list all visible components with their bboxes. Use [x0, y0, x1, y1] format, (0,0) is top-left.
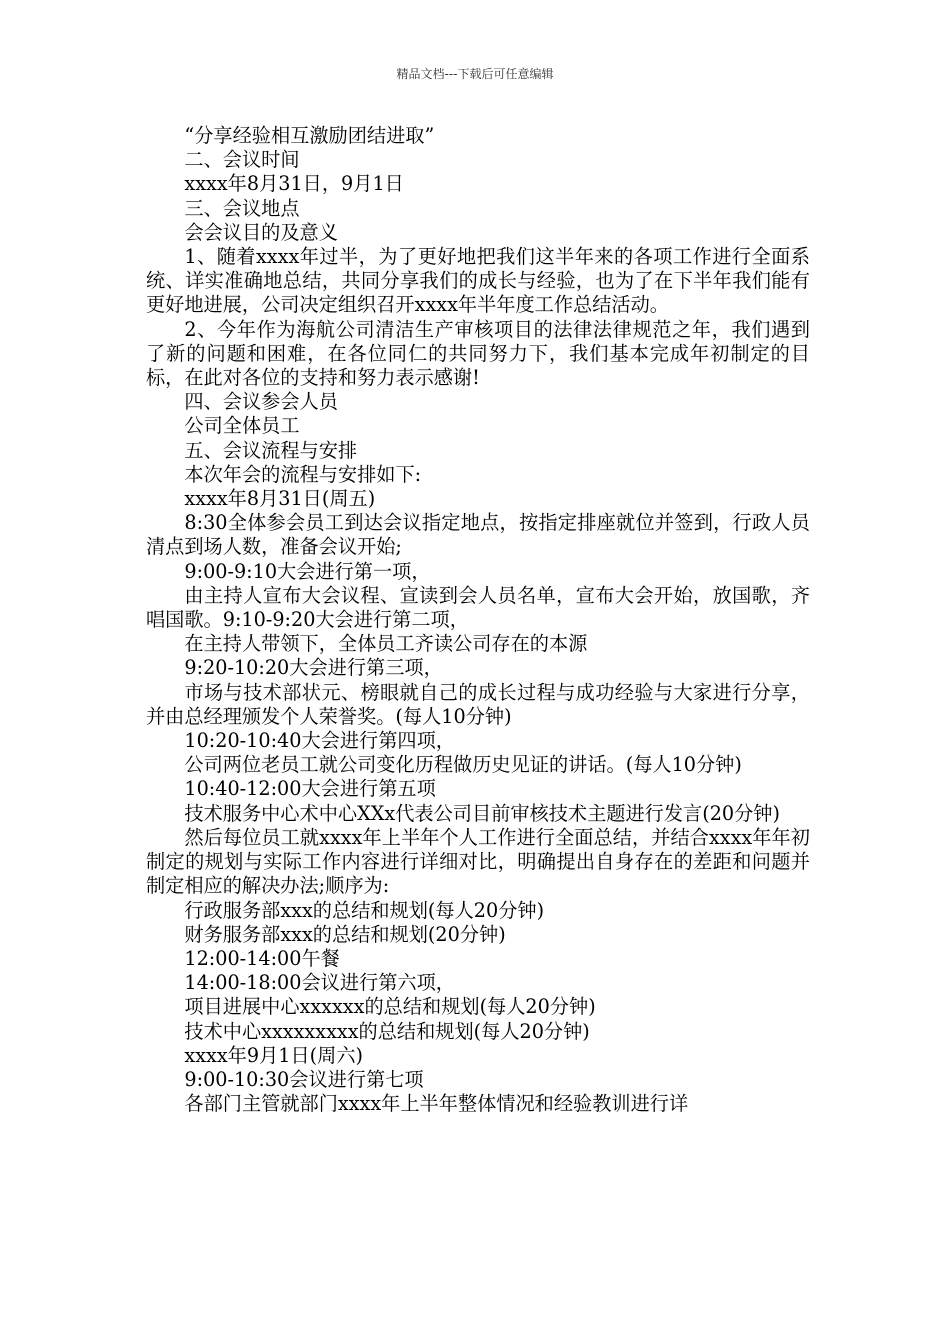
paragraph-item-3: 9:20-10:20大会进行第三项， — [184, 656, 443, 680]
paragraph-item-6: 14:00-18:00会议进行第六项， — [184, 971, 455, 995]
heading-meeting-time: 二、会议时间 — [184, 148, 300, 172]
paragraph-item-4-detail: 公司两位老员工就公司变化历程做历史见证的讲话。(每人10分钟) — [184, 753, 742, 777]
paragraph-purpose-2: 2、今年作为海航公司清洁生产审核项目的法律法律规范之年，我们遇到了新的问题和困难，在各位同仁的共同努力下，我们基本完成年初制定的目标，在此对各位的支持和努力表示感谢! — [146, 317, 810, 390]
paragraph-meeting-dates: xxxx年8月31日，9月1日 — [184, 172, 404, 196]
paragraph-purpose-1: 1、随着xxxx年过半，为了更好地把我们这半年来的各项工作进行全面系统、详实准确地总结，共同分享我们的成长与经验，也为了在下半年我们能有更好地进展，公司决定组织召开xxxx年半年度工作总结活动。 — [146, 245, 810, 317]
paragraph-day1-date: xxxx年8月31日(周五) — [184, 487, 376, 511]
heading-meeting-location: 三、会议地点 — [184, 196, 300, 220]
heading-attendees: 四、会议参会人员 — [184, 390, 338, 414]
paragraph-admin-summary: 行政服务部xxx的总结和规划(每人20分钟) — [184, 898, 545, 922]
paragraph-item-4: 10:20-10:40大会进行第四项， — [184, 729, 455, 753]
paragraph-item-1: 9:00-9:10大会进行第一项， — [184, 559, 431, 583]
paragraph-item-1-detail: 由主持人宣布大会议程、宣读到会人员名单，宣布大会开始，放国歌，齐唱国歌。9:10-9:20大会进行第二项， — [146, 583, 810, 632]
paragraph-attendees: 公司全体员工 — [184, 414, 300, 438]
paragraph-0830-arrival: 8:30全体参会员工到达会议指定地点，按指定排座就位并签到，行政人员清点到场人数，准备会议开始; — [146, 511, 810, 559]
paragraph-day2-date: xxxx年9月1日(周六) — [184, 1043, 363, 1067]
page-header: 精品文档---下载后可任意编辑 — [396, 67, 554, 81]
heading-agenda: 五、会议流程与安排 — [184, 438, 358, 462]
paragraph-finance-summary: 财务服务部xxx的总结和规划(20分钟) — [184, 922, 506, 946]
paragraph-tech-summary: 技术中心xxxxxxxxx的总结和规划(每人20分钟) — [184, 1019, 590, 1043]
heading-meeting-purpose: 会会议目的及意义 — [184, 220, 338, 244]
paragraph-theme-quote: “分享经验相互激励团结进取” — [184, 124, 435, 147]
paragraph-item-2-detail: 在主持人带领下，全体员工齐读公司存在的本源 — [184, 632, 588, 656]
paragraph-lunch: 12:00-14:00午餐 — [184, 946, 340, 970]
paragraph-item-5-detail: 技术服务中心术中心XXx代表公司目前审核技术主题进行发言(20分钟) — [184, 801, 780, 825]
paragraph-project-summary: 项目进展中心xxxxxx的总结和规划(每人20分钟) — [184, 995, 596, 1019]
paragraph-item-3-detail: 市场与技术部状元、榜眼就自己的成长过程与成功经验与大家进行分享，并由总经理颁发个人荣誉奖。(每人10分钟) — [146, 680, 810, 728]
document-body — [146, 124, 810, 1116]
paragraph-dept-summary: 各部门主管就部门xxxx年上半年整体情况和经验教训进行详 — [184, 1092, 689, 1116]
paragraph-item-7: 9:00-10:30会议进行第七项 — [184, 1067, 424, 1091]
paragraph-agenda-intro: 本次年会的流程与安排如下: — [184, 462, 422, 486]
paragraph-personal-summary: 然后每位员工就xxxx年上半年个人工作进行全面总结，并结合xxxx年年初制定的规划与实际工作内容进行详细对比，明确提出自身存在的差距和问题并制定相应的解决办法;顺序为: — [146, 825, 810, 898]
paragraph-item-5: 10:40-12:00大会进行第五项 — [184, 777, 436, 801]
